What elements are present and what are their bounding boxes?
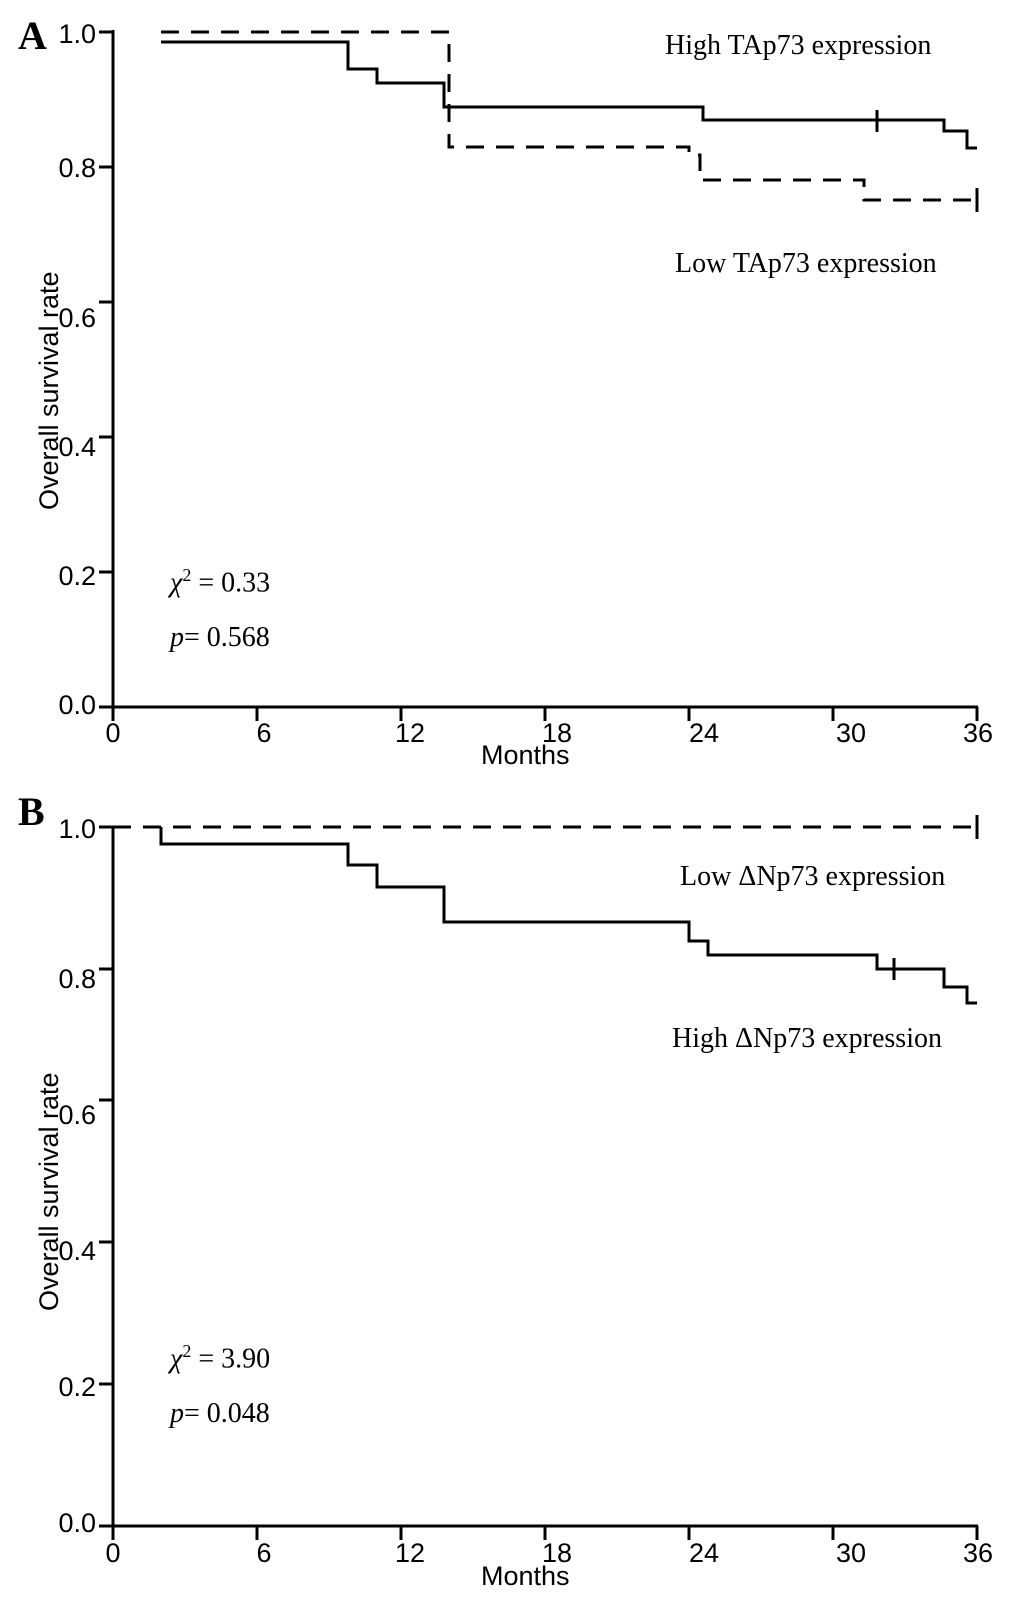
- panel-b-series-high-dnp73: [161, 827, 977, 1003]
- panel-b-p-value-text: = 0.048: [184, 1398, 270, 1429]
- panel-b-ytick-1: 0.2: [58, 1372, 96, 1402]
- panel-b-ytick-3: 0.6: [58, 1100, 96, 1130]
- panel-b-series-low-dnp73: [113, 815, 977, 839]
- panel-a-plot: [0, 0, 1033, 790]
- panel-a-p-value-text: = 0.568: [184, 622, 270, 653]
- panel-a-chi-symbol: χ: [170, 567, 183, 599]
- panel-b-ytick-5: 1.0: [58, 814, 96, 844]
- panel-b-axes: [99, 826, 978, 1540]
- panel-b-y-axis-label: Overall survival rate: [34, 1072, 64, 1311]
- panel-a-xtick-3: 18: [541, 718, 573, 748]
- panel-a-ytick-1: 0.2: [58, 561, 96, 591]
- panel-a-xtick-6: 36: [962, 718, 994, 748]
- panel-b-xtick-1: 6: [256, 1538, 272, 1568]
- panel-a-y-axis-label: Overall survival rate: [34, 271, 64, 510]
- panel-b-xtick-0: 0: [105, 1538, 121, 1568]
- panel-a-xtick-2: 12: [394, 718, 426, 748]
- panel-b-plot: [0, 786, 1033, 1602]
- panel-b-chi-sup: 2: [182, 1341, 192, 1361]
- panel-b-ytick-2: 0.4: [58, 1236, 96, 1266]
- panel-a-chi-sup: 2: [182, 565, 192, 585]
- panel-b-xtick-4: 24: [688, 1538, 720, 1568]
- panel-a-xtick-4: 24: [688, 718, 720, 748]
- panel-a-xtick-0: 0: [105, 718, 121, 748]
- panel-b-letter: B: [18, 789, 45, 834]
- panel-b-xtick-5: 30: [835, 1538, 867, 1568]
- panel-a-ytick-5: 1.0: [58, 19, 96, 49]
- panel-b-annotation-high-dnp73: High ΔNp73 expression: [672, 1023, 942, 1054]
- panel-b-x-axis-label: Months: [481, 1561, 570, 1591]
- panel-a-ytick-2: 0.4: [58, 432, 96, 462]
- panel-a-annotation-high-tap73: High TAp73 expression: [665, 30, 932, 61]
- panel-b-xtick-2: 12: [394, 1538, 426, 1568]
- panel-b-p-symbol: p: [170, 1398, 184, 1429]
- panel-b-chi-symbol: χ: [170, 1343, 183, 1375]
- panel-a-series-high-tap73: [161, 32, 977, 212]
- panel-a-ytick-0: 0.0: [58, 690, 96, 720]
- panel-b-xtick-3: 18: [541, 1538, 573, 1568]
- panel-a-chi-value: = 0.33: [198, 567, 271, 599]
- panel-b-annotation-low-dnp73: Low ΔNp73 expression: [680, 861, 946, 892]
- panel-a-xtick-5: 30: [835, 718, 867, 748]
- panel-a-axes: [99, 30, 978, 721]
- panel-a-xtick-1: 6: [256, 718, 272, 748]
- panel-b-xtick-6: 36: [962, 1538, 994, 1568]
- panel-b-ytick-0: 0.0: [58, 1508, 96, 1538]
- panel-b: [0, 786, 1033, 1602]
- panel-b-ytick-4: 0.8: [58, 964, 96, 994]
- panel-a-ytick-4: 0.8: [58, 153, 96, 183]
- panel-a-letter: A: [18, 13, 47, 58]
- panel-a-p-symbol: p: [170, 622, 184, 653]
- panel-a-ytick-3: 0.6: [58, 303, 96, 333]
- panel-a: [0, 0, 1033, 790]
- panel-b-chi-value: = 3.90: [198, 1343, 271, 1375]
- panel-a-x-axis-label: Months: [481, 740, 570, 770]
- panel-a-series-low-tap73: [161, 42, 977, 148]
- panel-a-annotation-low-tap73: Low TAp73 expression: [675, 248, 937, 279]
